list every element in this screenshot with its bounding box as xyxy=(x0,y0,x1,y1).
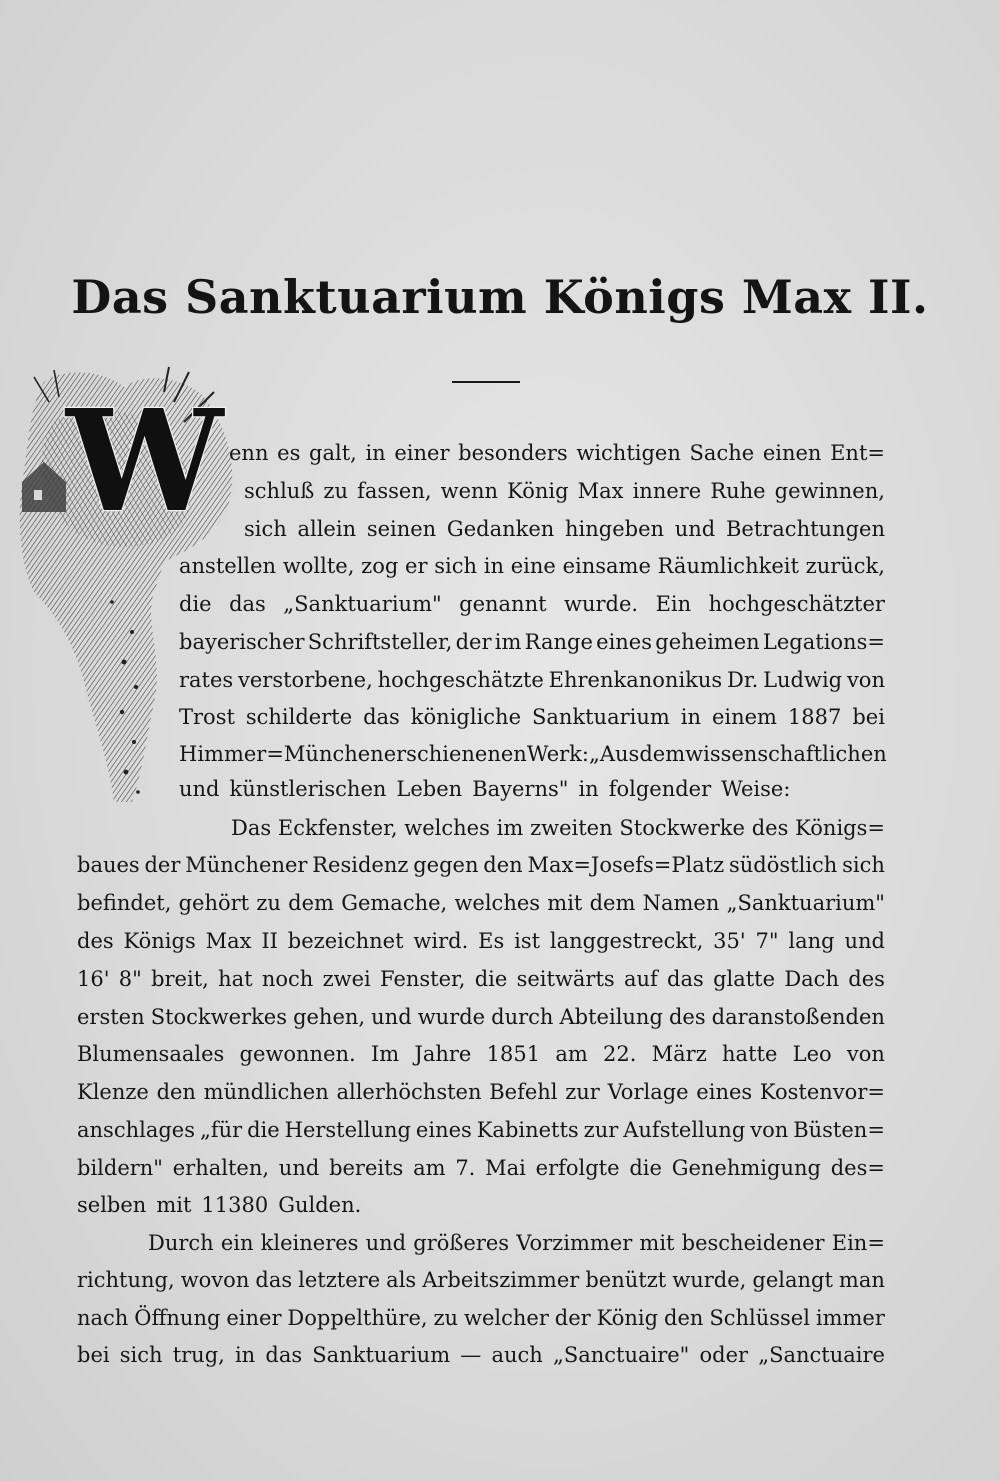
word: Residenz xyxy=(312,853,409,877)
word: wollte, xyxy=(282,554,355,578)
word: eines xyxy=(696,1080,753,1104)
word: einen xyxy=(762,441,822,465)
word: 35' xyxy=(713,929,746,953)
word: Herstellung xyxy=(284,1118,411,1142)
text-line xyxy=(77,1188,885,1222)
word: den xyxy=(664,1306,704,1330)
word: Jahre xyxy=(414,1042,472,1066)
word: Münchener xyxy=(185,853,308,877)
word: Klenze xyxy=(77,1080,149,1104)
word: „Sanktuarium" xyxy=(283,592,442,616)
word: einer xyxy=(226,1306,282,1330)
word: Ent= xyxy=(830,441,885,465)
word: 1887 xyxy=(787,705,842,729)
word: wichtigen xyxy=(576,441,681,465)
text-line xyxy=(179,663,885,697)
word: Befehl xyxy=(489,1080,558,1104)
text-line xyxy=(179,587,885,621)
word: Max xyxy=(577,479,624,503)
word: 22. xyxy=(603,1042,637,1066)
word: des xyxy=(77,929,114,953)
word: „Sanktuarium" xyxy=(726,891,885,915)
word: Räumlichkeit xyxy=(657,554,799,578)
text-line xyxy=(77,962,885,996)
word: von xyxy=(750,1118,789,1142)
text-line xyxy=(229,436,885,470)
word: und xyxy=(844,929,885,953)
word: von xyxy=(846,1042,885,1066)
word: Weise: xyxy=(721,777,791,801)
word: glatte xyxy=(713,967,776,991)
word: wissenschaftlichen xyxy=(685,742,887,766)
word: Doppelthüre, xyxy=(287,1306,428,1330)
word: Schlüssel xyxy=(709,1306,810,1330)
word: Leben xyxy=(396,777,463,801)
word: mit xyxy=(639,1231,675,1255)
word: bayerischer xyxy=(179,630,305,654)
word: einem xyxy=(711,705,777,729)
word: selben xyxy=(77,1193,147,1217)
word: das xyxy=(667,967,704,991)
word: Bayerns" xyxy=(472,777,569,801)
word: Max xyxy=(205,929,252,953)
word: noch xyxy=(261,967,314,991)
word: anschlages xyxy=(77,1118,195,1142)
word: die xyxy=(474,967,508,991)
word: „Sanctuaire xyxy=(758,1343,885,1367)
word: und xyxy=(179,777,220,801)
word: Ein= xyxy=(831,1231,885,1255)
text-line xyxy=(179,625,885,659)
word: 8" xyxy=(118,967,142,991)
word: zu xyxy=(323,479,348,503)
word: die xyxy=(247,1118,280,1142)
word: durch xyxy=(491,1005,554,1029)
word: dem xyxy=(639,742,686,766)
word: in xyxy=(234,1343,256,1367)
word: richtung, xyxy=(77,1268,175,1292)
word: schilderte xyxy=(245,705,353,729)
word: 16' xyxy=(77,967,110,991)
text-line xyxy=(77,1263,885,1297)
word: breit, xyxy=(151,967,209,991)
word: bildern" xyxy=(77,1156,163,1180)
word: II xyxy=(261,929,278,953)
text-line xyxy=(77,1301,885,1335)
word: Leo xyxy=(792,1042,832,1066)
word: des= xyxy=(830,1156,885,1180)
word: der xyxy=(554,1306,591,1330)
word: Aufstellung xyxy=(623,1118,746,1142)
word: das xyxy=(265,1343,303,1367)
word: befindet, xyxy=(77,891,172,915)
word: mündlichen xyxy=(203,1080,329,1104)
word: schluß xyxy=(244,479,315,503)
word: eines xyxy=(415,1118,472,1142)
word: Dr. xyxy=(727,668,759,692)
word: des xyxy=(751,816,789,840)
word: baues xyxy=(77,853,140,877)
text-line xyxy=(231,811,885,845)
word: sich xyxy=(434,554,478,578)
word: Ehrenkanonikus xyxy=(548,668,723,692)
word: im xyxy=(494,630,522,654)
text-line xyxy=(77,1000,885,1034)
word: das xyxy=(363,705,400,729)
word: seitwärts xyxy=(516,967,615,991)
word: letztere xyxy=(298,1268,381,1292)
word: gewinnen, xyxy=(774,479,885,503)
word: in xyxy=(578,777,599,801)
word: bescheidener xyxy=(681,1231,825,1255)
word: des xyxy=(668,1005,706,1029)
word: Max=Josefs=Platz xyxy=(527,853,725,877)
word: er xyxy=(405,554,428,578)
word: Schriftsteller, xyxy=(307,630,453,654)
word: den xyxy=(156,1080,196,1104)
text-line xyxy=(77,1075,885,1109)
word: gehört xyxy=(178,891,250,915)
word: zweiten xyxy=(530,816,613,840)
word: König xyxy=(596,1306,659,1330)
word: dem xyxy=(589,891,636,915)
word: Fenster, xyxy=(380,967,466,991)
word: langgestreckt, xyxy=(549,929,704,953)
word: in xyxy=(365,441,386,465)
word: wurde, xyxy=(672,1268,747,1292)
word: dem xyxy=(288,891,334,915)
word: man xyxy=(838,1268,885,1292)
word: eines xyxy=(596,630,653,654)
word: trug, xyxy=(172,1343,225,1367)
word: Gulden. xyxy=(278,1193,362,1217)
word: genannt xyxy=(459,592,547,616)
word: hochgeschätzter xyxy=(708,592,885,616)
word: hochgeschätzte xyxy=(377,668,544,692)
word: sich xyxy=(244,517,287,541)
word: ist xyxy=(514,929,541,953)
word: zu xyxy=(256,891,281,915)
word: 7. xyxy=(455,1156,476,1180)
word: enn xyxy=(229,441,269,465)
text-line xyxy=(244,512,885,546)
word: Das xyxy=(231,816,272,840)
word: bei xyxy=(852,705,885,729)
word: Büsten= xyxy=(793,1118,885,1142)
word: mit xyxy=(547,891,583,915)
word: Betrachtungen xyxy=(725,517,885,541)
word: kleineres xyxy=(260,1231,359,1255)
word: Sanktuarium xyxy=(312,1343,451,1367)
text-line xyxy=(77,848,885,882)
word: zwei xyxy=(322,967,371,991)
text-line xyxy=(148,1226,885,1260)
text-line xyxy=(77,924,885,958)
text-line xyxy=(77,1113,885,1147)
word: Königs= xyxy=(795,816,885,840)
text-line xyxy=(77,1338,885,1372)
word: Gedanken xyxy=(446,517,555,541)
word: Namen xyxy=(642,891,720,915)
word: Vorzimmer xyxy=(516,1231,633,1255)
word: von xyxy=(846,668,885,692)
word: mit xyxy=(156,1193,192,1217)
word: Ein xyxy=(655,592,692,616)
word: immer xyxy=(815,1306,885,1330)
word: und xyxy=(674,517,716,541)
word: allerhöchsten xyxy=(336,1080,482,1104)
word: wurde. xyxy=(564,592,639,616)
word: folgender xyxy=(608,777,712,801)
text-line xyxy=(77,1037,885,1071)
word: ersten xyxy=(77,1005,145,1029)
word: künstlerischen xyxy=(229,777,387,801)
word: Kostenvor= xyxy=(759,1080,885,1104)
text-line xyxy=(179,700,885,734)
word: 11380 xyxy=(201,1193,269,1217)
word: das xyxy=(255,1268,293,1292)
word: hat xyxy=(218,967,253,991)
word: wurde xyxy=(417,1005,486,1029)
word: „für xyxy=(199,1118,243,1142)
word: seinen xyxy=(366,517,437,541)
word: Sanktuarium xyxy=(531,705,670,729)
word: erfolgte xyxy=(535,1156,620,1180)
word: gewonnen. xyxy=(239,1042,356,1066)
word: und xyxy=(278,1156,320,1180)
word: südöstlich xyxy=(729,853,838,877)
word: Mai xyxy=(485,1156,526,1180)
word: lang xyxy=(788,929,835,953)
title-divider xyxy=(452,381,520,383)
word: 7" xyxy=(755,929,779,953)
word: oder xyxy=(699,1343,749,1367)
word: geheimen xyxy=(655,630,760,654)
word: des xyxy=(848,967,885,991)
word: es xyxy=(277,441,301,465)
word: bezeichnet xyxy=(287,929,404,953)
word: größeres xyxy=(413,1231,510,1255)
text-line xyxy=(77,1151,885,1185)
word: am xyxy=(555,1042,588,1066)
word: anstellen xyxy=(179,554,277,578)
word: in xyxy=(680,705,701,729)
word: Abteilung xyxy=(559,1005,663,1029)
word: Range xyxy=(524,630,593,654)
word: Kabinetts xyxy=(476,1118,579,1142)
word: Ruhe xyxy=(710,479,766,503)
word: Sache xyxy=(689,441,755,465)
word: der xyxy=(455,630,492,654)
word: am xyxy=(413,1156,446,1180)
word: die xyxy=(629,1156,662,1180)
word: in xyxy=(483,554,504,578)
word: den xyxy=(483,853,523,877)
word: auch xyxy=(491,1343,543,1367)
word: wenn xyxy=(440,479,499,503)
word: und xyxy=(371,1005,412,1029)
word: allein xyxy=(297,517,357,541)
word: als xyxy=(386,1268,417,1292)
word: Werk: xyxy=(526,742,589,766)
word: galt, xyxy=(309,441,357,465)
word: Blumensaales xyxy=(77,1042,225,1066)
word: welches xyxy=(404,816,490,840)
word: hatte xyxy=(722,1042,778,1066)
text-line xyxy=(179,737,885,771)
word: Öffnung xyxy=(134,1306,221,1330)
word: zurück, xyxy=(805,554,885,578)
word: besonders xyxy=(458,441,568,465)
word: Ludwig xyxy=(763,668,843,692)
word: die xyxy=(179,592,212,616)
word: Gemache, xyxy=(341,891,448,915)
word: benützt xyxy=(585,1268,667,1292)
word: der xyxy=(144,853,181,877)
word: eine xyxy=(510,554,556,578)
word: zur xyxy=(565,1080,600,1104)
word: das xyxy=(229,592,266,616)
word: gelangt xyxy=(752,1268,833,1292)
word: König xyxy=(507,479,569,503)
word: rates xyxy=(179,668,234,692)
text-line xyxy=(244,474,885,508)
word: zu xyxy=(433,1306,459,1330)
word: daranstoßenden xyxy=(711,1005,885,1029)
word: ein xyxy=(220,1231,254,1255)
word: Stockwerkes xyxy=(150,1005,288,1029)
word: zur xyxy=(583,1118,619,1142)
word: „Aus xyxy=(588,742,640,766)
word: Es xyxy=(478,929,505,953)
text-line xyxy=(77,886,885,920)
initial-letter: W xyxy=(66,380,224,544)
word: wovon xyxy=(180,1268,250,1292)
word: auf xyxy=(623,967,658,991)
word: einer xyxy=(394,441,450,465)
word: gegen xyxy=(413,853,479,877)
word: und xyxy=(365,1231,407,1255)
word: 1851 xyxy=(486,1042,541,1066)
word: hingeben xyxy=(565,517,665,541)
word: verstorbene, xyxy=(238,668,373,692)
word: innere xyxy=(632,479,702,503)
word: gehen, xyxy=(293,1005,366,1029)
word: einsame xyxy=(562,554,651,578)
word: sich xyxy=(119,1343,163,1367)
word: Dach xyxy=(784,967,839,991)
word: Arbeitszimmer xyxy=(422,1268,580,1292)
word: Vorlage xyxy=(607,1080,689,1104)
word: welcher xyxy=(463,1306,549,1330)
word: welches xyxy=(454,891,541,915)
word: Eckfenster, xyxy=(277,816,398,840)
word: Im xyxy=(370,1042,400,1066)
word: fassen, xyxy=(357,479,432,503)
text-line xyxy=(179,772,885,806)
word: Himmer=München xyxy=(179,742,384,766)
word: sich xyxy=(842,853,885,877)
word: März xyxy=(651,1042,707,1066)
word: wird. xyxy=(413,929,469,953)
word: nach xyxy=(77,1306,129,1330)
word: königliche xyxy=(410,705,521,729)
word: erhalten, xyxy=(172,1156,270,1180)
word: Königs xyxy=(123,929,196,953)
word: Durch xyxy=(148,1231,214,1255)
word: Trost xyxy=(179,705,235,729)
word: bei xyxy=(77,1343,110,1367)
word: „Sanctuaire" xyxy=(552,1343,690,1367)
page-title: Das Sanktuarium Königs Max II. xyxy=(71,270,929,324)
word: Stockwerke xyxy=(619,816,745,840)
word: im xyxy=(496,816,524,840)
word: — xyxy=(460,1343,482,1367)
word: zog xyxy=(361,554,399,578)
word: erschienenen xyxy=(383,742,527,766)
word: Genehmigung xyxy=(671,1156,821,1180)
word: bereits xyxy=(329,1156,404,1180)
word: Legations= xyxy=(762,630,885,654)
text-line xyxy=(179,549,885,583)
